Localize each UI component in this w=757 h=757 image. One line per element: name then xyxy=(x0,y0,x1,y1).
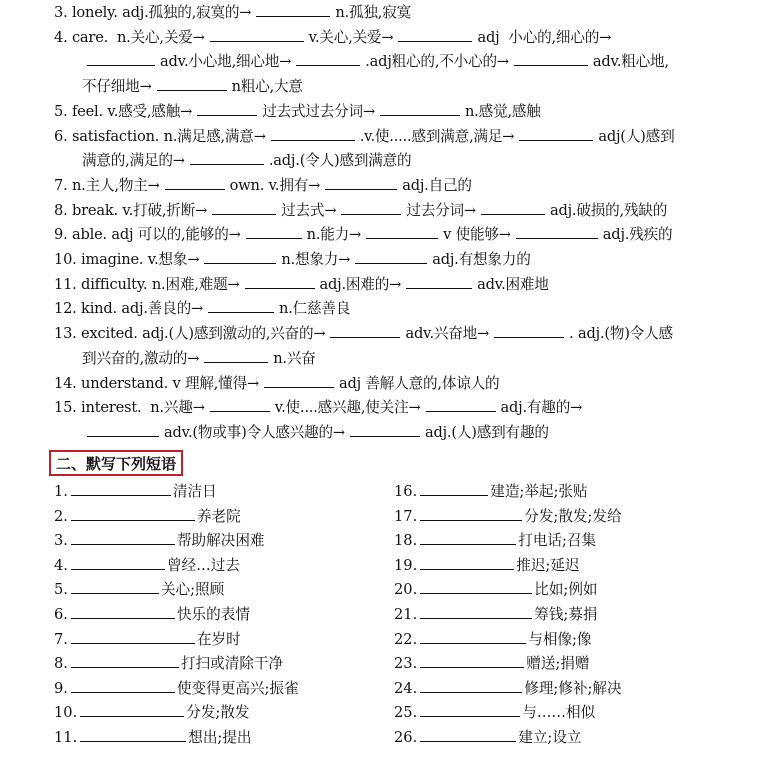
phrase-item xyxy=(54,578,224,603)
phrase-meaning: 建立;设立 xyxy=(518,729,582,746)
phrase-item xyxy=(54,628,241,653)
vocab-text: adj.残疾的 xyxy=(602,226,673,244)
answer-blank[interactable] xyxy=(366,223,438,239)
answer-blank[interactable] xyxy=(71,480,171,496)
vocab-line xyxy=(82,50,669,75)
answer-blank[interactable] xyxy=(165,174,225,190)
answer-blank[interactable] xyxy=(212,199,276,215)
vocab-line xyxy=(54,223,672,248)
answer-blank[interactable] xyxy=(71,505,195,521)
answer-blank[interactable] xyxy=(71,529,175,545)
vocab-text: adv.(物或事)令人感兴趣的→ xyxy=(164,423,345,441)
phrase-item xyxy=(394,652,590,677)
answer-blank[interactable] xyxy=(420,652,524,668)
answer-blank[interactable] xyxy=(197,100,257,116)
vocab-line xyxy=(82,347,316,372)
vocab-text: 8. break. v.打破,折断→ xyxy=(54,201,208,219)
vocab-text: 3. lonely. adj.孤独的,寂寞的→ xyxy=(54,4,252,21)
phrase-item xyxy=(394,701,595,726)
answer-blank[interactable] xyxy=(420,554,514,570)
vocab-text: 4. care. n.关心,关爱→ xyxy=(54,28,205,46)
phrase-meaning: 打电话;召集 xyxy=(518,532,597,550)
vocab-text: v 使能够→ xyxy=(443,226,511,244)
phrase-number: 4. xyxy=(54,556,68,574)
vocab-text: . adj.(物)令人感 xyxy=(569,325,673,343)
phrase-item xyxy=(394,578,598,603)
vocab-line xyxy=(54,372,499,397)
answer-blank[interactable] xyxy=(245,273,315,289)
phrase-meaning: 赠送;捐赠 xyxy=(526,655,590,673)
answer-blank[interactable] xyxy=(71,652,179,668)
vocab-line xyxy=(54,273,549,298)
vocab-line xyxy=(54,396,582,421)
answer-blank[interactable] xyxy=(204,248,276,264)
answer-blank[interactable] xyxy=(519,125,593,141)
answer-blank[interactable] xyxy=(420,578,532,594)
phrase-item xyxy=(394,529,596,554)
vocab-text: adj.有趣的→ xyxy=(500,399,583,417)
phrase-item xyxy=(394,554,580,579)
answer-blank[interactable] xyxy=(208,297,274,313)
vocab-text: 5. feel. v.感受,感触→ xyxy=(54,102,193,120)
answer-blank[interactable] xyxy=(210,396,270,412)
vocab-text: n.能力→ xyxy=(306,226,362,244)
vocab-text: 到兴奋的,激动的→ xyxy=(82,349,200,367)
answer-blank[interactable] xyxy=(380,100,460,116)
phrase-number: 20. xyxy=(394,581,418,599)
phrase-meaning: 建造;举起;张贴 xyxy=(490,483,588,500)
phrase-item xyxy=(54,652,283,677)
vocab-text: adj 小心的,细心的→ xyxy=(477,28,612,46)
vocab-text: n粗心,大意 xyxy=(231,78,303,96)
phrase-item xyxy=(54,505,241,530)
phrase-item xyxy=(54,554,240,579)
phrase-number: 22. xyxy=(394,630,418,648)
phrase-item xyxy=(394,677,622,702)
phrase-number: 8. xyxy=(54,655,68,673)
phrase-item xyxy=(394,505,622,530)
phrase-meaning: 快乐的表情 xyxy=(176,606,250,623)
phrase-meaning: 与相像;像 xyxy=(528,630,592,648)
vocab-line xyxy=(54,125,674,150)
answer-blank[interactable] xyxy=(420,480,488,496)
vocab-text: 12. kind. adj.善良的→ xyxy=(54,300,203,318)
vocab-text: 15. interest. n.兴趣→ xyxy=(54,399,205,417)
answer-blank[interactable] xyxy=(71,554,165,570)
answer-blank[interactable] xyxy=(355,248,427,264)
answer-blank[interactable] xyxy=(80,726,186,742)
answer-blank[interactable] xyxy=(325,174,397,190)
phrase-meaning: 筹钱;募捐 xyxy=(534,606,598,623)
vocab-text: 13. excited. adj.(人)感到激动的,兴奋的→ xyxy=(54,325,326,343)
phrase-item xyxy=(394,726,582,751)
phrase-meaning: 曾经…过去 xyxy=(166,556,240,574)
phrase-number: 24. xyxy=(394,679,418,697)
answer-blank[interactable] xyxy=(341,199,401,215)
vocab-text: adj.(人)感到有趣的 xyxy=(424,423,549,441)
phrase-item xyxy=(54,603,250,628)
vocab-line xyxy=(54,174,472,199)
vocab-line xyxy=(54,100,541,125)
answer-blank[interactable] xyxy=(426,396,496,412)
answer-blank[interactable] xyxy=(516,223,598,239)
vocab-text: 10. imagine. v.想象→ xyxy=(54,251,200,268)
phrase-meaning: 与……相似 xyxy=(522,704,596,722)
vocab-line xyxy=(54,322,673,347)
vocab-text: adj 善解人意的,体谅人的 xyxy=(339,374,500,392)
phrase-meaning: 想出;提出 xyxy=(188,729,252,746)
answer-blank[interactable] xyxy=(420,603,532,619)
phrase-item xyxy=(394,603,598,628)
phrase-number: 21. xyxy=(394,606,418,623)
answer-blank[interactable] xyxy=(264,372,334,388)
answer-blank[interactable] xyxy=(71,628,195,644)
vocab-line xyxy=(82,149,411,174)
phrase-number: 19. xyxy=(394,556,418,574)
phrase-item xyxy=(54,480,217,505)
phrase-item xyxy=(54,529,265,554)
vocab-line xyxy=(82,75,303,100)
vocab-text: adv.小心地,细心地→ xyxy=(160,53,292,71)
phrase-number: 11. xyxy=(54,729,78,746)
section-heading xyxy=(49,450,183,476)
vocab-text: n.感觉,感触 xyxy=(464,102,541,120)
answer-blank[interactable] xyxy=(420,505,522,521)
vocab-line xyxy=(82,421,549,446)
phrase-number: 26. xyxy=(394,729,418,746)
answer-blank[interactable] xyxy=(87,50,155,66)
phrase-number: 3. xyxy=(54,532,68,550)
answer-blank[interactable] xyxy=(350,421,420,437)
answer-blank[interactable] xyxy=(398,26,472,42)
vocab-text: 不仔细地→ xyxy=(82,78,152,96)
phrase-meaning: 打扫或清除干净 xyxy=(180,655,284,673)
vocab-line xyxy=(54,297,350,322)
vocab-text: 14. understand. v 理解,懂得→ xyxy=(54,374,259,392)
vocab-text: adv.粗心地, xyxy=(592,53,669,71)
vocab-text: 过去式过去分词→ xyxy=(262,102,375,120)
vocab-text: v.使....感兴趣,使关注→ xyxy=(274,399,421,417)
vocab-line xyxy=(54,26,611,51)
phrase-item xyxy=(54,701,250,726)
vocab-text: adj.破损的,残缺的 xyxy=(549,201,668,219)
answer-blank[interactable] xyxy=(71,603,175,619)
phrase-meaning: 推迟;延迟 xyxy=(516,556,580,574)
vocab-line xyxy=(54,199,667,224)
phrase-meaning: 分发;散发 xyxy=(186,704,250,722)
answer-blank[interactable] xyxy=(420,677,522,693)
vocab-text: 过去式→ xyxy=(281,201,337,219)
vocab-text: adj.有想象力的 xyxy=(432,251,531,268)
phrase-number: 2. xyxy=(54,507,68,525)
vocab-text: n.孤独,寂寞 xyxy=(335,4,411,21)
vocab-line xyxy=(54,248,531,273)
phrase-number: 5. xyxy=(54,581,68,599)
answer-blank[interactable] xyxy=(190,149,264,165)
phrase-item xyxy=(54,677,299,702)
vocab-text: adj.困难的→ xyxy=(319,275,402,293)
answer-blank[interactable] xyxy=(157,75,227,91)
phrase-item xyxy=(394,628,592,653)
answer-blank[interactable] xyxy=(420,701,520,717)
answer-blank[interactable] xyxy=(420,628,526,644)
answer-blank[interactable] xyxy=(271,125,355,141)
phrase-number: 18. xyxy=(394,532,418,550)
vocab-text: adv.困难地 xyxy=(477,275,549,293)
phrase-meaning: 关心;照顾 xyxy=(160,581,225,599)
phrase-meaning: 分发;散发;发给 xyxy=(524,507,622,525)
vocab-text: n.想象力→ xyxy=(281,251,351,268)
answer-blank[interactable] xyxy=(71,677,175,693)
vocab-text: adj.自己的 xyxy=(402,176,472,194)
answer-blank[interactable] xyxy=(256,1,330,17)
answer-blank[interactable] xyxy=(204,347,268,363)
vocab-text: 11. difficulty. n.困难,难题→ xyxy=(54,275,240,293)
vocab-text: own. v.拥有→ xyxy=(229,176,321,194)
phrase-number: 16. xyxy=(394,483,418,500)
vocab-text: v.关心,关爱→ xyxy=(308,28,394,46)
answer-blank[interactable] xyxy=(481,199,545,215)
vocab-text: adj(人)感到 xyxy=(598,127,675,145)
phrase-meaning: 在岁时 xyxy=(196,630,241,648)
phrase-number: 23. xyxy=(394,655,418,673)
phrase-item xyxy=(394,480,588,505)
phrase-item xyxy=(54,726,252,751)
vocab-text: .v.使.....感到满意,满足→ xyxy=(359,127,515,145)
phrase-meaning: 帮助解决困难 xyxy=(176,532,265,550)
section-title: 二、默写下列短语 xyxy=(56,455,177,473)
answer-blank[interactable] xyxy=(514,50,588,66)
answer-blank[interactable] xyxy=(406,273,472,289)
phrase-meaning: 比如;例如 xyxy=(534,581,598,599)
vocab-text: 7. n.主人,物主→ xyxy=(54,176,160,194)
phrase-meaning: 修理;修补;解决 xyxy=(524,679,622,697)
answer-blank[interactable] xyxy=(246,223,302,239)
vocab-text: n.兴奋 xyxy=(273,349,316,367)
vocab-text: 满意的,满足的→ xyxy=(82,152,185,170)
answer-blank[interactable] xyxy=(80,701,184,717)
phrase-number: 25. xyxy=(394,704,418,722)
phrase-number: 1. xyxy=(54,483,68,500)
vocab-text: .adj.(令人)感到满意的 xyxy=(268,152,412,170)
vocab-line xyxy=(54,1,411,26)
vocab-text: .adj粗心的,不小心的→ xyxy=(365,53,509,71)
answer-blank[interactable] xyxy=(494,322,564,338)
phrase-number: 10. xyxy=(54,704,78,722)
answer-blank[interactable] xyxy=(210,26,304,42)
answer-blank[interactable] xyxy=(330,322,400,338)
phrase-meaning: 使变得更高兴;振雀 xyxy=(176,679,299,697)
phrase-meaning: 清洁日 xyxy=(172,483,217,500)
vocab-text: 6. satisfaction. n.满足感,满意→ xyxy=(54,127,266,145)
answer-blank[interactable] xyxy=(296,50,360,66)
answer-blank[interactable] xyxy=(71,578,159,594)
phrase-meaning: 养老院 xyxy=(196,507,241,525)
phrase-number: 7. xyxy=(54,630,68,648)
answer-blank[interactable] xyxy=(420,529,516,545)
phrase-number: 9. xyxy=(54,679,68,697)
phrase-number: 17. xyxy=(394,507,418,525)
vocab-text: adv.兴奋地→ xyxy=(405,325,490,343)
vocab-text: n.仁慈善良 xyxy=(279,300,351,318)
answer-blank[interactable] xyxy=(87,421,159,437)
phrase-number: 6. xyxy=(54,606,68,623)
answer-blank[interactable] xyxy=(420,726,516,742)
vocab-text: 过去分词→ xyxy=(406,201,476,219)
vocab-text: 9. able. adj 可以的,能够的→ xyxy=(54,226,241,244)
